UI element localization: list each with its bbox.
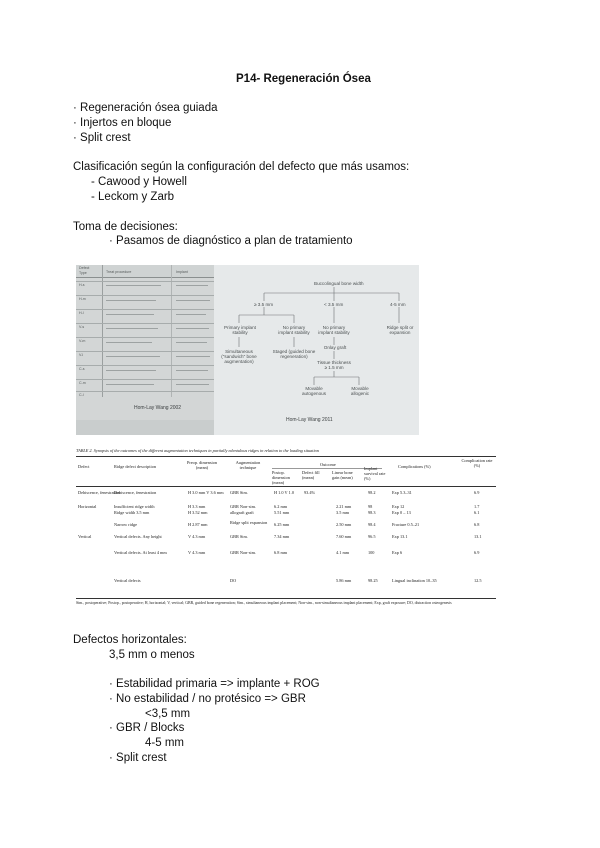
table-cell: Dehiscence, fenestration (114, 490, 157, 495)
horizontal-line: 4-5 mm (145, 737, 184, 749)
table-cell: 7.60 mm (336, 534, 352, 539)
table-cell: 96.5 (368, 534, 376, 539)
table-cell: Insufficient ridge width (114, 504, 155, 509)
classification-item: - Cawood y Howell (91, 176, 187, 188)
slide-row-label: H-s (79, 283, 85, 287)
slide-header: Implant (176, 270, 188, 274)
slide-row-label: V-m (79, 339, 86, 343)
table-cell: H 1.0 V 1.0 (274, 490, 295, 495)
table-cell: 6.8 mm (274, 550, 288, 555)
table-cell: 6.9 (474, 490, 480, 495)
table-cell: V 4.3 mm (188, 550, 206, 555)
table-cell: H 3.0 mm V 3.6 mm (188, 490, 224, 495)
table-cell: DO (230, 578, 237, 583)
table-header: Ridge defect description (114, 464, 156, 469)
slide-row-label: H-l (79, 311, 84, 315)
table-cell: Narrow ridge (114, 522, 138, 527)
table-cell: Ridge width 3.5 mm (114, 510, 150, 515)
flow-branch: ≥ 3.5 mm (254, 302, 274, 307)
flow-node: Movable autogenous (301, 386, 326, 396)
horizontal-line: · GBR / Blocks (109, 722, 185, 734)
table-cell: Horizontal (78, 504, 97, 509)
table-cell: GBR Non-sim. (230, 550, 257, 555)
decisions-heading: Toma de decisiones: (73, 221, 178, 233)
slide-row-label: C-m (79, 381, 86, 385)
flow-branch: < 3.5 mm (324, 302, 344, 307)
flow-node: Onlay graft (323, 345, 347, 350)
table-cell: H 3.3 mm (188, 504, 206, 509)
table-cell: Exp 0 – 13 (392, 510, 411, 515)
table-caption: TABLE 2. Synopsis of the outcomes of the different augmentation techniques in partially edentulous ridges in relation to the loading situation (76, 448, 319, 453)
flow-branch: 4-5 mm (390, 302, 406, 307)
table-cell: allograft graft (230, 510, 254, 515)
table-header: Augmentation technique (235, 460, 261, 470)
slide-header: Type (79, 271, 87, 275)
table-cell: Vertical (78, 534, 92, 539)
table-cell: H 3.52 mm (188, 510, 208, 515)
table-cell: Fracture 0.5–21 (392, 522, 420, 527)
left-slide-caption: Hom-Lay Wang 2002 (134, 405, 182, 411)
table-cell: GBR Sim. (230, 534, 248, 539)
table-cell: 3.5 mm (336, 510, 350, 515)
table-cell: 6.2 mm (274, 504, 288, 509)
flow-node: Staged (guided bone regeneration) (272, 349, 316, 359)
table-header: Outcome (320, 462, 336, 467)
table-cell: 93.4% (304, 490, 316, 495)
table-cell: 13.1 (474, 534, 482, 539)
table-header: Complication rate (%) (461, 458, 493, 468)
bullet-item: · Injertos en bloque (73, 117, 172, 129)
table-cell: GBR Non-sim. (230, 504, 257, 509)
table-cell: Exp 13.1 (392, 534, 408, 539)
slide-row-label: C-l (79, 393, 84, 397)
table-subheader: Defect fill (mean) (302, 470, 320, 480)
table-cell: 98.2 (368, 490, 376, 495)
table-subheader: Postop. dimension (mean) (272, 470, 290, 485)
flow-node: Movable allogenic (350, 386, 370, 396)
table-subheader: Implant survival rate (%) (364, 466, 386, 481)
flowchart-slide (214, 265, 419, 435)
table-cell: 5.86 mm (336, 578, 352, 583)
table-cell: 98 (368, 504, 373, 509)
classification-heading: Clasificación según la configuración del defecto que más usamos: (73, 161, 410, 173)
table-cell: Exp 12 (392, 504, 405, 509)
flow-node: No primary implant stability (278, 325, 310, 335)
table-cell: 12.5 (474, 578, 482, 583)
table-cell: 98.3 (368, 510, 376, 515)
horizontal-line: <3,5 mm (145, 708, 191, 720)
slide-row-label: V-s (79, 325, 85, 329)
right-slide-caption: Hom-Lay Wang 2011 (286, 417, 333, 423)
table-cell: 98.4 (368, 522, 376, 527)
bullet-item: · Regeneración ósea guiada (73, 102, 218, 114)
table-cell: 6.8 (474, 522, 480, 527)
horizontal-size: 3,5 mm o menos (109, 649, 195, 661)
table-cell: GBR Sim. (230, 490, 248, 495)
table-cell: Vertical defects. Any height (114, 534, 162, 539)
table-cell: 6.1 (474, 510, 480, 515)
decisions-line: · Pasamos de diagnóstico a plan de tratamiento (109, 235, 353, 247)
horizontal-heading: Defectos horizontales: (73, 634, 187, 646)
slide-header: Defect (79, 266, 90, 270)
flow-root: Buccolingual bone width (314, 281, 364, 286)
bullet-item: · Split crest (73, 132, 131, 144)
horizontal-line: · No estabilidad / no protésico => GBR (109, 693, 306, 705)
table-cell: 4.1 mm (336, 550, 350, 555)
table-cell: 6.9 (474, 550, 480, 555)
horizontal-line: · Split crest (109, 752, 167, 764)
slide-header: Treat procedure (106, 270, 132, 274)
table-header: Preop. dimension (mean) (186, 460, 218, 470)
table-cell: 1.7 (474, 504, 480, 509)
table-cell: Ridge split expansion (230, 520, 268, 525)
table-cell: Lingual inclination 10–35 (392, 578, 437, 583)
table-header: Defect (78, 464, 90, 469)
table-cell: 7.34 mm (274, 534, 290, 539)
table-cell: 2.50 mm (336, 522, 352, 527)
table-cell: Vertical defects (114, 578, 141, 583)
table-cell: Dehiscence, fenestration (78, 490, 121, 495)
flow-node: No primary implant stability (318, 325, 350, 335)
horizontal-line: · Estabilidad primaria => implante + ROG (109, 678, 320, 690)
slide-row-label: V-l (79, 353, 84, 357)
table-cell: 6.25 mm (274, 522, 290, 527)
table-footnote: Sim., postoperative; Postop., postoperative; H, horizontal; V, vertical; GBR, guided bone regeneration; Sim., simultaneous implant placement; Non-sim., non-simultaneous implant placement; Exp, graft exposure; DO, distraction osteogenesis (76, 601, 452, 605)
flow-node: Simultaneous ("sandwich" bone augmentation) (221, 349, 257, 364)
table-subheader: Linear bone gain (mean) (332, 470, 353, 480)
flow-node: Ridge split or expansion (386, 325, 414, 335)
table-cell: H 2.87 mm (188, 522, 208, 527)
table-cell: 2.21 mm (336, 504, 352, 509)
table-header: Complications (%) (398, 464, 431, 469)
table-cell: Vertical defects. At least 4 mm (114, 550, 167, 555)
flow-node: Primary implant stability (224, 325, 256, 335)
defect-table-slide (76, 265, 214, 420)
slide-photo (76, 265, 419, 435)
table-cell: 5.51 mm (274, 510, 290, 515)
table-cell: V 4.3 mm (188, 534, 206, 539)
table-cell: Exp 5.3–31 (392, 490, 412, 495)
slide-row-label: H-m (79, 297, 86, 301)
table-cell: Exp 6 (392, 550, 403, 555)
classification-item: - Leckom y Zarb (91, 191, 175, 203)
table-cell: 100 (368, 550, 375, 555)
slide-row-label: C-s (79, 367, 85, 371)
table-cell: 98.25 (368, 578, 378, 583)
page-title: P14- Regeneración Ósea (236, 73, 371, 85)
flow-node: Tissue thickness ≥ 1.5 mm (317, 360, 351, 370)
outcomes-table (76, 448, 496, 613)
